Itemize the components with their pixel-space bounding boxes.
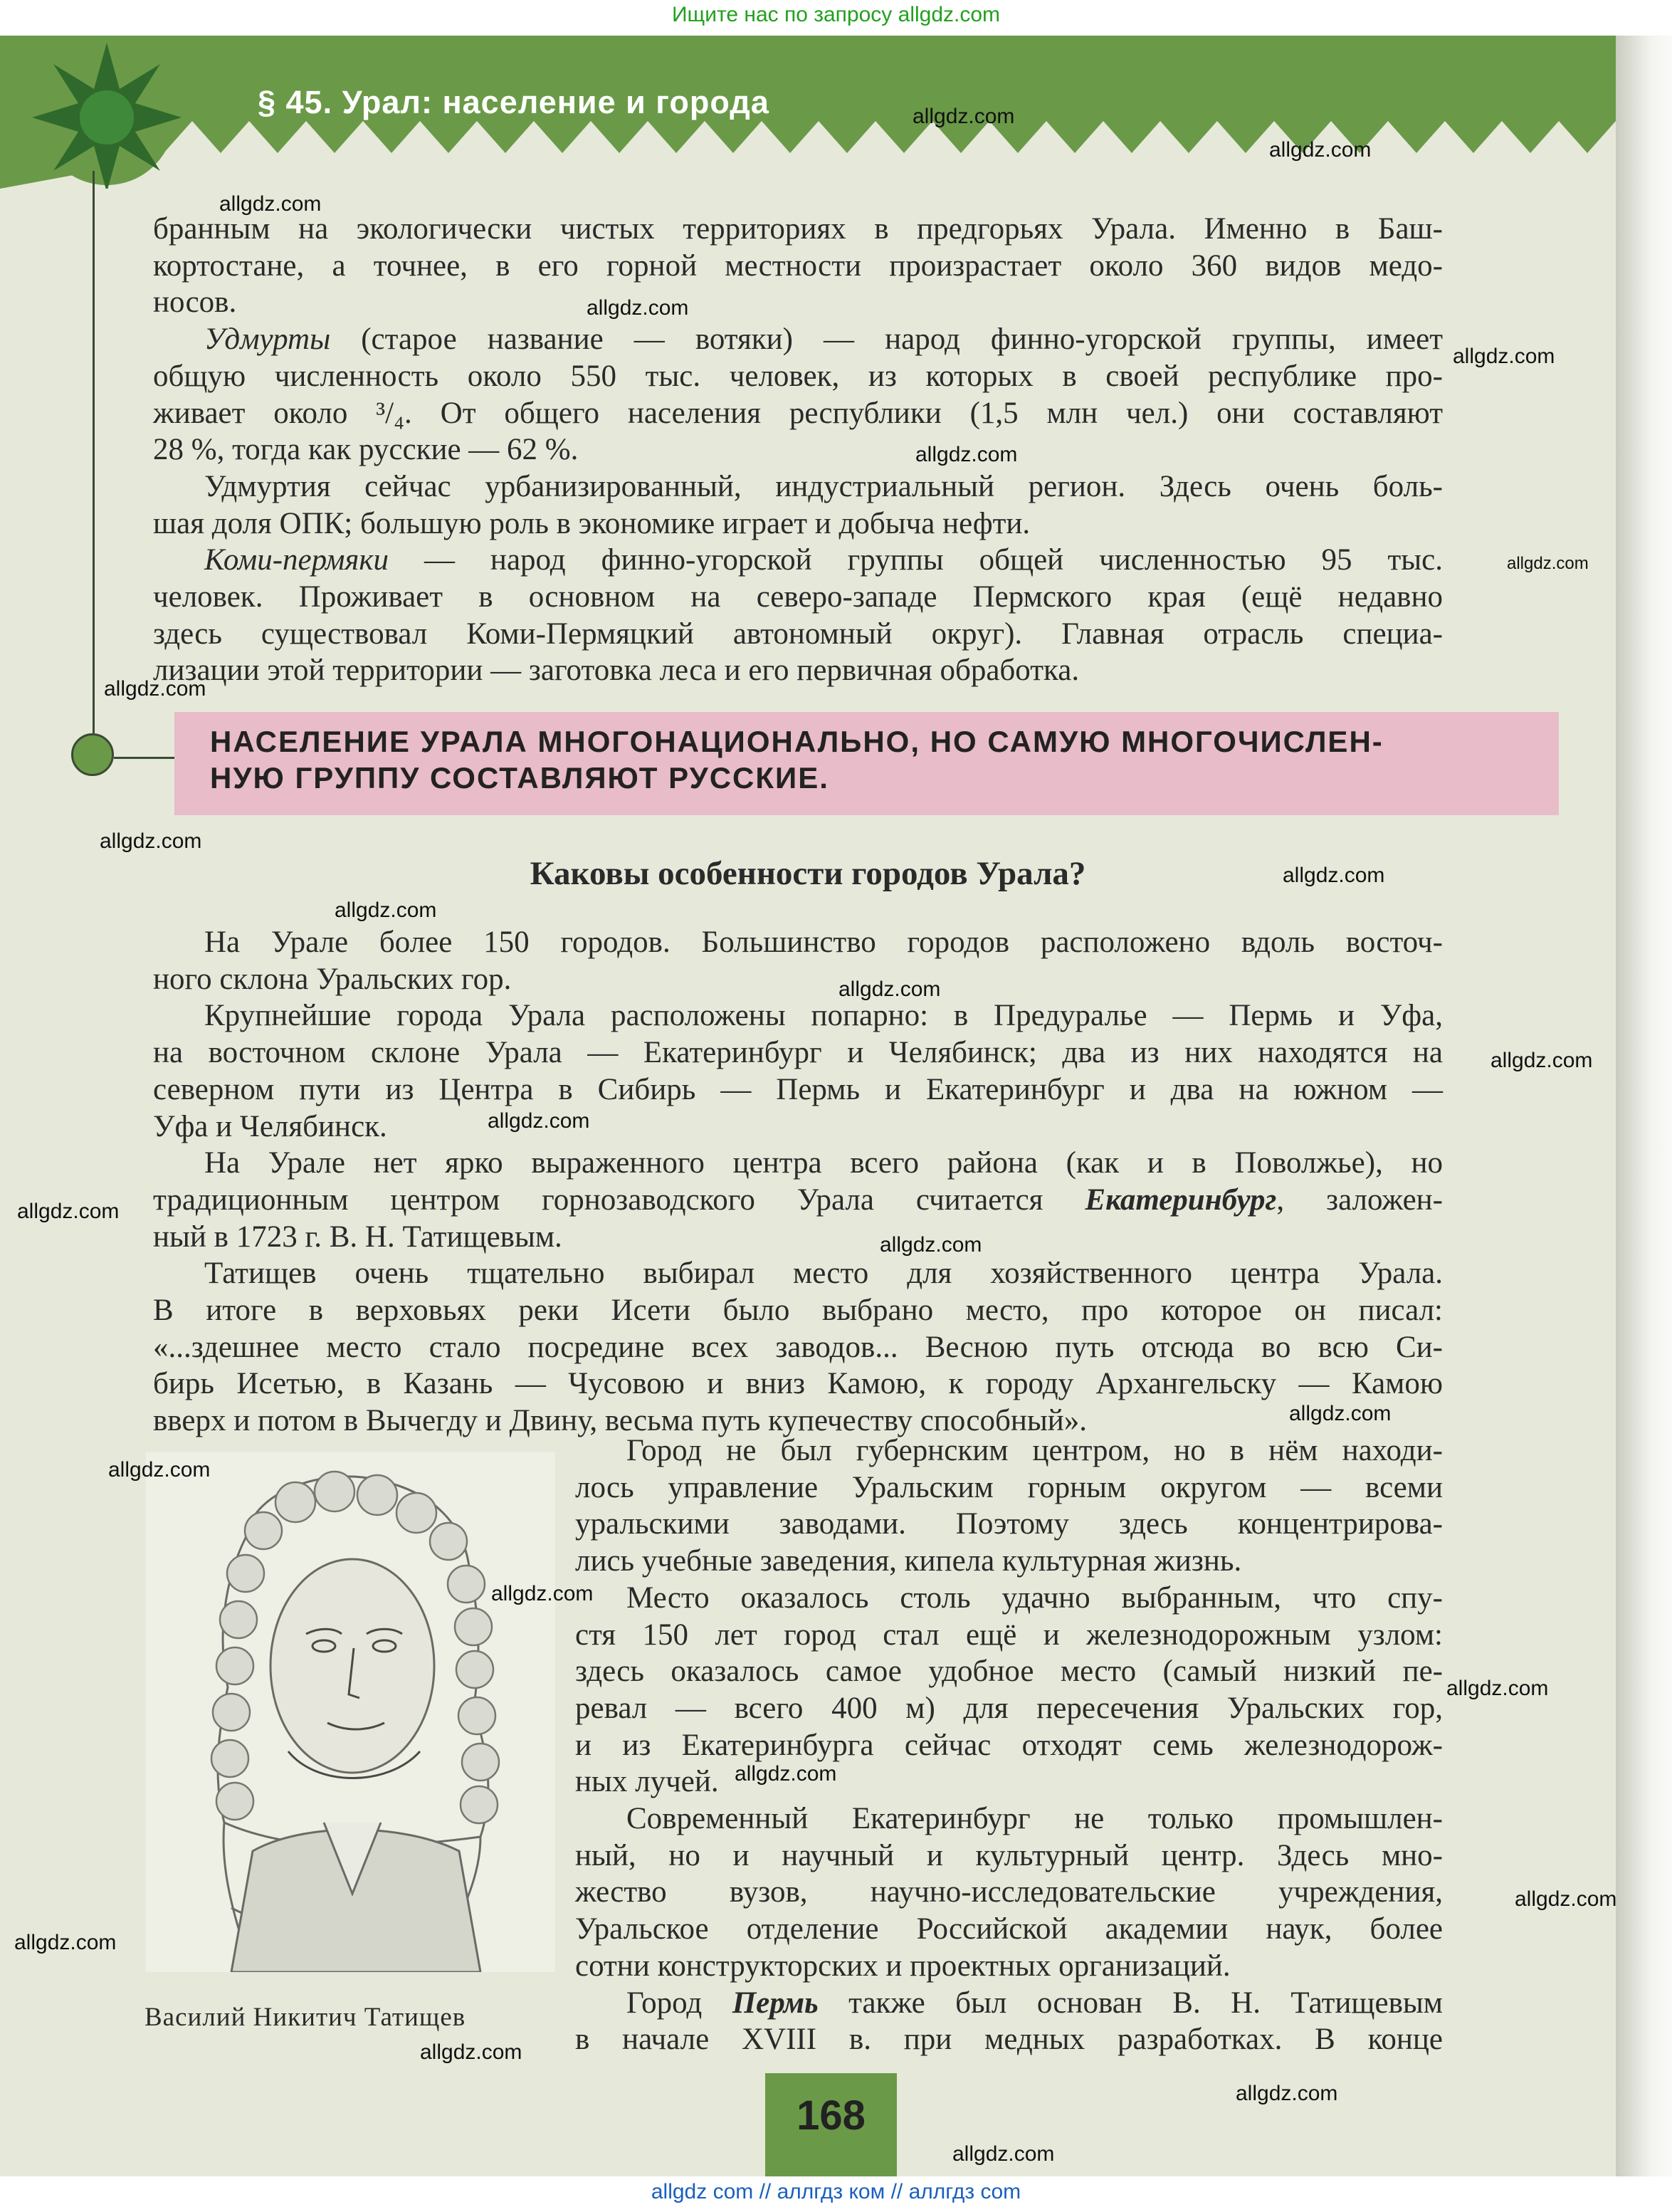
text-line: лизации этой территории — заготовка леса и его первичная обработка. — [153, 654, 1080, 688]
text-line: шая доля ОПК; большую роль в экономике играет и добыча нефти. — [153, 506, 1031, 540]
subsection-heading: Каковы особенности городов Урала? — [530, 855, 1086, 892]
watermark: allgdz.com — [1446, 1677, 1549, 1700]
watermark: allgdz.com — [108, 1458, 211, 1482]
watermark: allgdz.com — [488, 1109, 590, 1133]
watermark: allgdz.com — [1490, 1049, 1593, 1072]
watermark: allgdz.com — [913, 105, 1015, 128]
watermark: allgdz.com — [587, 296, 689, 320]
text-line: бранным на экологически чистых территориях в предгорьях Урала. Именно в Баш- — [153, 212, 1443, 246]
watermark: allgdz.com — [335, 898, 437, 922]
text-line: стя 150 лет город стал ещё и железнодорожным узлом: — [575, 1618, 1443, 1652]
bullet-dot-icon — [71, 733, 114, 776]
term-yekaterinburg: Екатеринбург — [1085, 1183, 1277, 1217]
watermark: allgdz.com — [1289, 1402, 1392, 1425]
text-line: Уфа и Челябинск. — [153, 1109, 387, 1143]
page-number: 168 — [796, 2092, 866, 2139]
text-line: и из Екатеринбурга сейчас отходят семь железнодорож- — [575, 1728, 1443, 1762]
text-line: традиционным центром горнозаводского Урала считается Екатеринбург, заложен- — [153, 1183, 1443, 1217]
watermark: allgdz.com — [14, 1931, 117, 1954]
text-block-right-column — [575, 1432, 1443, 2058]
text-line: Уральское отделение Российской академии наук, более — [575, 1912, 1443, 1946]
text-line: уральскими заводами. Поэтому здесь концентрирова- — [575, 1507, 1443, 1541]
text-line: в начале XVIII в. при медных разработках. В конце — [575, 2023, 1443, 2057]
text-line: лось управление Уральским горным округом — всеми — [575, 1470, 1443, 1504]
watermark: allgdz.com — [100, 829, 202, 853]
watermark: allgdz.com — [491, 1582, 594, 1605]
text-line: Место оказалось столь удачно выбранным, что спу- — [626, 1581, 1443, 1615]
text-line: На Урале нет ярко выраженного центра всего района (как и в Поволжье), но — [204, 1146, 1443, 1180]
text-line: носов. — [153, 285, 237, 320]
watermark: allgdz.com — [1269, 138, 1372, 162]
text-line: Удмуртия сейчас урбанизированный, индустриальный регион. Здесь очень боль- — [204, 469, 1443, 503]
term-komi-permyaks: Коми-пермяки — [204, 543, 389, 577]
watermark: allgdz.com — [952, 2142, 1055, 2166]
guide-line — [93, 171, 95, 733]
text-line: живает около ³/₄. От общего населения республики (1,5 млн чел.) они составляют — [153, 396, 1443, 430]
watermark: allgdz.com — [1283, 864, 1385, 887]
watermark: allgdz.com — [735, 1762, 837, 1786]
watermark: allgdz.com — [104, 677, 206, 701]
guide-connector — [114, 757, 174, 759]
footer-links[interactable]: allgdz com // аллгдз ком // аллгдз com — [651, 2180, 1021, 2203]
text-line: сотни конструкторских и проектных организаций. — [575, 1949, 1231, 1983]
text-line: Татищев очень тщательно выбирал место для хозяйственного центра Урала. — [204, 1257, 1443, 1291]
text-line: человек. Проживает в основном на северо-западе Пермского края (ещё недавно — [153, 580, 1443, 614]
text-line: Крупнейшие города Урала расположены попарно: в Предуралье — Пермь и Уфа, — [204, 999, 1443, 1033]
text-line: здесь существовал Коми-Пермяцкий автономный округ). Главная отрасль специа- — [153, 617, 1443, 651]
text-line: северном пути из Центра в Сибирь — Пермь и Екатеринбург и два на южном — — [153, 1072, 1443, 1106]
text-line: ных лучей. — [575, 1765, 719, 1799]
text-line: ный в 1723 г. В. Н. Татищевым. — [153, 1220, 562, 1254]
search-hint-link[interactable]: Ищите нас по запросу allgdz.com — [671, 3, 1001, 26]
text-line: Город не был губернским центром, но в нём находи- — [626, 1434, 1443, 1467]
text-line: бирь Исетью, в Казань — Чусовою и вниз Камою, к городу Архангельску — Камою — [153, 1367, 1443, 1401]
section-banner — [0, 36, 1616, 189]
text-line: Коми-пермяки — народ финно-угорской группы общей численностью 95 тыс. — [204, 543, 1443, 577]
watermark: allgdz.com — [880, 1233, 982, 1257]
watermark: allgdz.com — [420, 2040, 522, 2064]
tatishchev-portrait — [146, 1452, 555, 1972]
watermark: allgdz.com — [1507, 554, 1589, 573]
text-line: вверх и потом в Вычегду и Двину, весьма путь купечеству способный». — [153, 1404, 1088, 1438]
text-line: Современный Екатеринбург не только промышлен- — [626, 1802, 1443, 1836]
watermark: allgdz.com — [1236, 2082, 1338, 2105]
text-line: здесь оказалось самое удобное место (самый низкий пе- — [575, 1655, 1443, 1689]
text-line: жество вузов, научно-исследовательские учреждения, — [575, 1875, 1443, 1909]
text-line: общую численность около 550 тыс. человек, из которых в своей республике про- — [153, 359, 1443, 393]
text-line: Удмурты (старое название — вотяки) — народ финно-угорской группы, имеет — [204, 323, 1443, 357]
watermark: allgdz.com — [915, 443, 1018, 466]
text-line: лись учебные заведения, кипела культурная жизнь. — [575, 1544, 1242, 1578]
key-fact-text: НАСЕЛЕНИЕ УРАЛА МНОГОНАЦИОНАЛЬНО, НО САМУЮ МНОГОЧИСЛЕН- НУЮ ГРУППУ СОСТАВЛЯЮТ РУССКИЕ. — [210, 725, 1384, 795]
text-line: В итоге в верховьях реки Исети было выбрано место, про которое он писал: — [153, 1294, 1443, 1328]
text-line: ный, но и научный и культурный центр. Здесь мно- — [575, 1838, 1443, 1872]
portrait-caption: Василий Никитич Татищев — [144, 2003, 466, 2032]
text-line: 28 %, тогда как русские — 62 %. — [153, 433, 579, 467]
watermark: allgdz.com — [17, 1200, 120, 1223]
text-block-ethnic-groups — [153, 211, 1443, 689]
text-line: Город Пермь также был основан В. Н. Татищевым — [626, 1986, 1443, 2020]
section-title: § 45. Урал: население и города — [258, 84, 769, 120]
text-line: кортостане, а точнее, в его горной местности произрастает около 360 видов медо- — [153, 248, 1443, 283]
watermark: allgdz.com — [219, 192, 322, 216]
text-block-cities — [153, 924, 1443, 1440]
term-udmurts: Удмурты — [204, 323, 331, 357]
text-line: «...здешнее место стало посредине всех заводов... Весною путь отсюда во всю Си- — [153, 1330, 1443, 1364]
page-edge-shadow — [1616, 0, 1672, 2212]
watermark: allgdz.com — [1515, 1887, 1617, 1911]
text-line: на восточном склоне Урала — Екатеринбург и Челябинск; два из них находятся на — [153, 1036, 1443, 1070]
text-line: ревал — всего 400 м) для пересечения Уральских гор, — [575, 1691, 1443, 1725]
watermark: allgdz.com — [1453, 345, 1555, 368]
text-line: ного склона Уральских гор. — [153, 962, 512, 996]
text-line: На Урале более 150 городов. Большинство городов расположено вдоль восточ- — [204, 926, 1443, 959]
term-perm: Пермь — [732, 1986, 819, 2020]
watermark: allgdz.com — [838, 977, 941, 1001]
